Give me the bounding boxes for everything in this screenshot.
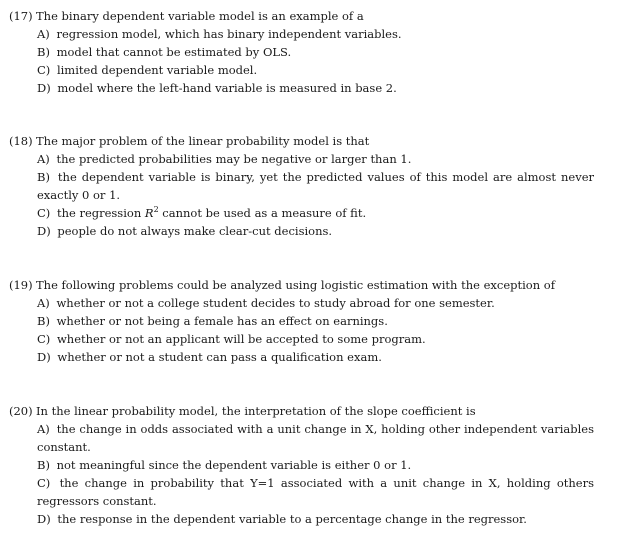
option-letter: A) bbox=[37, 27, 50, 41]
option-letter: D) bbox=[37, 350, 51, 364]
option-text: model where the left-hand variable is measured in base 2. bbox=[57, 81, 397, 95]
question-number: (18) bbox=[9, 134, 33, 148]
option-b bbox=[9, 43, 594, 61]
option-text-after: cannot be used as a measure of fit. bbox=[158, 206, 367, 220]
question-stem bbox=[9, 402, 594, 420]
option-letter: C) bbox=[37, 332, 51, 346]
option-text: regression model, which has binary independent variables. bbox=[56, 27, 402, 41]
option-text: limited dependent variable model. bbox=[56, 63, 258, 77]
option-text: the response in the dependent variable to a percentage change in the regressor. bbox=[57, 512, 527, 526]
option-a bbox=[9, 420, 594, 456]
option-text: the change in odds associated with a unit change in X, holding other independent variables constant. bbox=[37, 422, 595, 454]
option-letter: D) bbox=[37, 224, 51, 238]
option-letter: C) bbox=[37, 476, 51, 490]
option-b bbox=[9, 456, 594, 474]
option-d bbox=[9, 510, 594, 528]
question-text: The major problem of the linear probability model is that bbox=[36, 134, 370, 148]
option-letter: D) bbox=[37, 512, 51, 526]
option-c bbox=[9, 61, 594, 79]
option-a bbox=[9, 150, 594, 168]
option-c bbox=[9, 474, 594, 510]
option-d bbox=[9, 348, 594, 366]
option-letter: B) bbox=[37, 170, 50, 184]
option-letter: A) bbox=[37, 422, 50, 436]
option-letter: B) bbox=[37, 314, 50, 328]
option-letter: C) bbox=[37, 206, 51, 220]
option-text-before: the regression bbox=[56, 206, 145, 220]
option-text: not meaningful since the dependent variable is either 0 or 1. bbox=[56, 458, 412, 472]
r-squared-exponent: 2 bbox=[153, 205, 159, 215]
question-text: The following problems could be analyzed using logistic estimation with the exception of bbox=[36, 278, 555, 292]
option-letter: C) bbox=[37, 63, 51, 77]
option-letter: A) bbox=[37, 296, 50, 310]
option-d bbox=[9, 222, 594, 240]
r-squared-symbol: R bbox=[144, 206, 154, 220]
option-text: the dependent variable is binary, yet the predicted values of this model are almost never exactly 0 or 1. bbox=[37, 170, 594, 202]
option-letter: D) bbox=[37, 81, 51, 95]
option-d bbox=[9, 79, 594, 97]
question-stem bbox=[9, 132, 594, 150]
option-text: whether or not an applicant will be accepted to some program. bbox=[56, 332, 426, 346]
option-letter: B) bbox=[37, 45, 50, 59]
option-b bbox=[9, 168, 594, 204]
question-18 bbox=[9, 132, 594, 240]
option-text: the change in probability that Y=1 associated with a unit change in X, holding others regressors constant. bbox=[37, 476, 594, 508]
option-text: model that cannot be estimated by OLS. bbox=[56, 45, 292, 59]
option-c bbox=[9, 330, 594, 348]
option-b bbox=[9, 312, 594, 330]
question-stem bbox=[9, 276, 594, 294]
option-text: whether or not a student can pass a qualification exam. bbox=[57, 350, 382, 364]
question-number: (19) bbox=[9, 278, 33, 292]
option-letter: B) bbox=[37, 458, 50, 472]
question-text: The binary dependent variable model is an example of a bbox=[36, 9, 364, 23]
question-number: (20) bbox=[9, 404, 33, 418]
option-text: whether or not a college student decides to study abroad for one semester. bbox=[56, 296, 495, 310]
option-text: whether or not being a female has an effect on earnings. bbox=[56, 314, 388, 328]
question-19 bbox=[9, 276, 594, 366]
question-number: (17) bbox=[9, 9, 33, 23]
question-17 bbox=[9, 7, 594, 97]
option-letter: A) bbox=[37, 152, 50, 166]
option-text: people do not always make clear-cut decisions. bbox=[57, 224, 333, 238]
option-a bbox=[9, 294, 594, 312]
question-20 bbox=[9, 402, 594, 528]
question-text: In the linear probability model, the interpretation of the slope coefficient is bbox=[36, 404, 476, 418]
question-stem bbox=[9, 7, 594, 25]
option-c bbox=[9, 204, 594, 222]
option-text: the predicted probabilities may be negative or larger than 1. bbox=[56, 152, 412, 166]
option-a bbox=[9, 25, 594, 43]
